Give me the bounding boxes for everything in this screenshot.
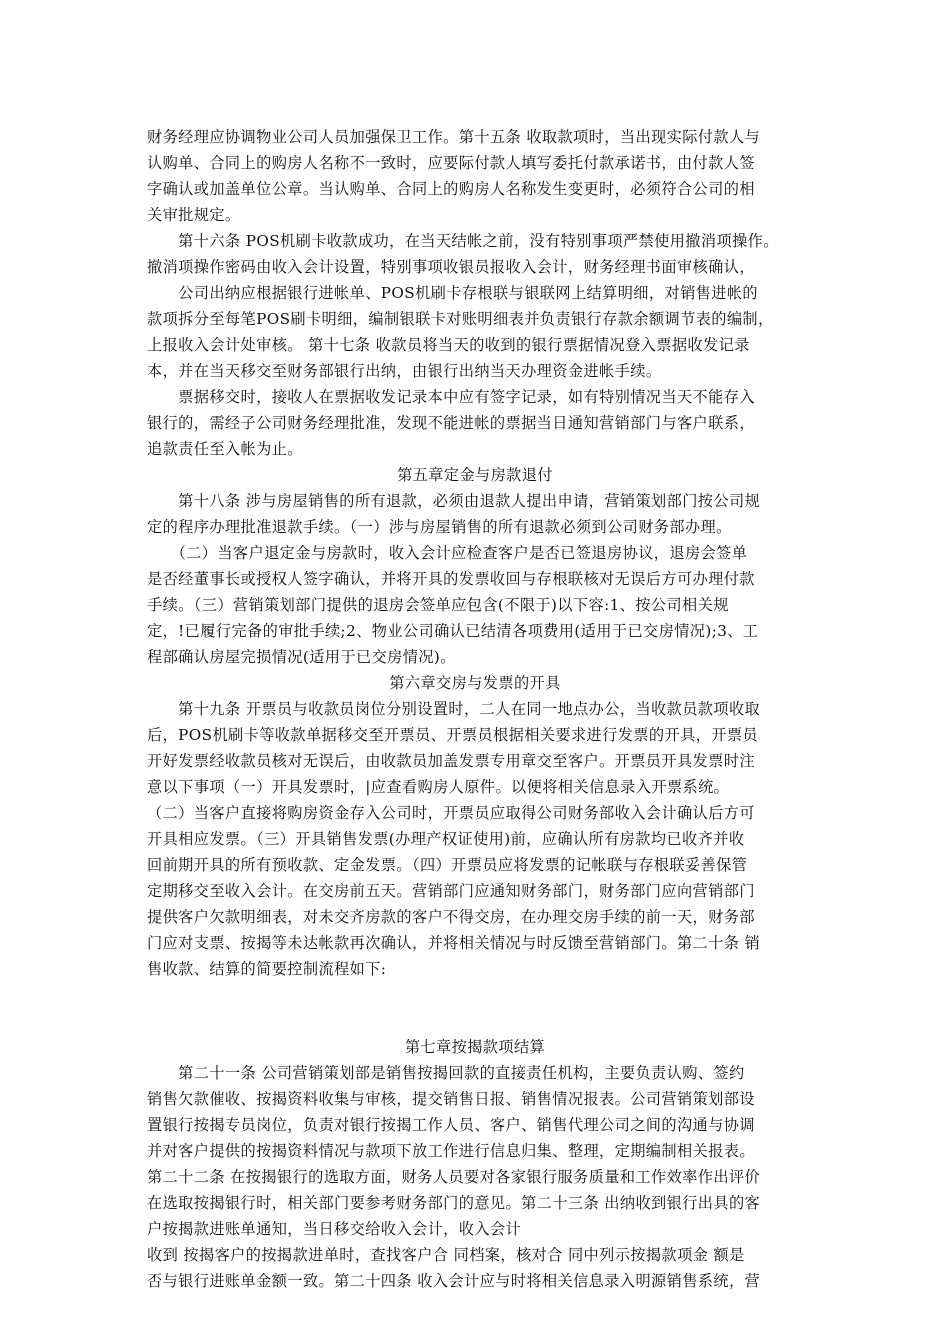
text-line: 户按揭款进账单通知，当日移交给收入会计，收入会计 — [147, 1220, 522, 1238]
text-line: 在选取按揭银行时，相关部门要参考财务部门的意见。第二十三条 出纳收到银行出具的客 — [147, 1194, 761, 1212]
text-line: （二）当客户直接将购房资金存入公司时，开票员应取得公司财务部收入会计确认后方可 — [147, 804, 755, 822]
text-line: 并对客户提供的按揭资料情况与款项下放工作进行信息归集、整理，定期编制相关报表。 — [147, 1142, 755, 1160]
text-line: 第十八条 涉与房屋销售的所有退款，必须由退款人提出申请，营销策划部门按公司规 — [147, 492, 761, 510]
text-line: 定，!已履行完备的审批手续;2、物业公司确认已结清各项费用(适用于已交房情况);3、工 — [147, 622, 759, 640]
text-line: 第十九条 开票员与收款员岗位分别设置时，二人在同一地点办公，当收款员款项收取 — [147, 700, 761, 718]
text-line: 本，并在当天移交至财务部银行出纳，由银行出纳当天办理资金进帐手续。 — [147, 362, 662, 380]
chapter-heading: 第五章定金与房款退付 — [397, 466, 553, 484]
text-line: 第二十二条 在按揭银行的选取方面，财务人员要对各家银行服务质量和工作效率作出评价 — [147, 1168, 761, 1186]
text-line: 收到 按揭客户的按揭款进单时，查找客户合 同档案，核对合 同中列示按揭款项金 额是 — [147, 1246, 745, 1264]
text-line: 销售欠款催收、按揭资料收集与审核，提交销售日报、销售情况报表。公司营销策划部设 — [147, 1090, 755, 1108]
text-line: 否与银行进账单金额一致。第二十四条 收入会计应与时将相关信息录入明源销售系统，营 — [147, 1272, 761, 1290]
chapter-heading: 第六章交房与发票的开具 — [389, 674, 561, 692]
text-line: （二）当客户退定金与房款时，收入会计应检查客户是否已签退房协议，退房会签单 — [147, 544, 748, 562]
text-line: 关审批规定。 — [147, 206, 241, 224]
text-line: 开好发票经收款员核对无误后，由收款员加盖发票专用章交至客户。开票员开具发票时注 — [147, 752, 755, 770]
text-line: 置银行按揭专员岗位，负责对银行按揭工作人员、客户、销售代理公司之间的沟通与协调 — [147, 1116, 755, 1134]
text-line: 票据移交时，接收人在票据收发记录本中应有签字记录，如有特别情况当天不能存入 — [147, 388, 755, 406]
chapter-heading: 第七章按揭款项结算 — [404, 1038, 546, 1056]
text-line: 提供客户欠款明细表，对未交齐房款的客户不得交房，在办理交房手续的前一天，财务部 — [147, 908, 755, 926]
text-line: 回前期开具的所有预收款、定金发票。（四）开票员应将发票的记帐联与存根联妥善保管 — [147, 856, 748, 874]
text-line: 字确认或加盖单位公章。当认购单、合同上的购房人名称发生变更时，必须符合公司的相 — [147, 180, 755, 198]
text-line: 开具相应发票。（三）开具销售发票(办理产权证使用)前，应确认所有房款均已收齐并收 — [147, 830, 745, 848]
text-line: 财务经理应协调物业公司人员加强保卫工作。第十五条 收取款项时，当出现实际付款人与 — [147, 128, 761, 146]
text-line: 后，POS机刷卡等收款单据移交至开票员、开票员根据相关要求进行发票的开具，开票员 — [147, 726, 759, 744]
text-line: 第十六条 POS机刷卡收款成功，在当天结帐之前，没有特别事项严禁使用撤消项操作。 — [147, 232, 779, 250]
text-line: 程部确认房屋完损情况(适用于已交房情况)。 — [147, 648, 456, 666]
text-line: 上报收入会计处审核。 第十七条 收款员将当天的收到的银行票据情况登入票据收发记录 — [147, 336, 750, 354]
text-line: 银行的，需经子公司财务经理批准，发现不能进帐的票据当日通知营销部门与客户联系， — [147, 414, 755, 432]
text-line: 售收款、结算的简要控制流程如下: — [147, 960, 387, 978]
text-line: 款项拆分至每笔POS刷卡明细，编制银联卡对账明细表并负责银行存款余额调节表的编制， — [147, 310, 774, 328]
text-line: 认购单、合同上的购房人名称不一致时，应要际付款人填写委托付款承诺书，由付款人签 — [147, 154, 755, 172]
text-line: 第二十一条 公司营销策划部是销售按揭回款的直接责任机构，主要负责认购、签约 — [147, 1064, 745, 1082]
text-line: 定的程序办理批准退款手续。（一）涉与房屋销售的所有退款必须到公司财务部办理。 — [147, 518, 732, 536]
text-line: 门应对支票、按揭等未达帐款再次确认，并将相关情况与时反馈至营销部门。第二十条 销 — [147, 934, 761, 952]
text-line: 公司出纳应根据银行进帐单、POS机刷卡存根联与银联网上结算明细，对销售进帐的 — [147, 284, 759, 302]
text-line: 手续。（三）营销策划部门提供的退房会签单应包含(不限于)以下容:1、按公司相关规 — [147, 596, 729, 614]
text-line: 撤消项操作密码由收入会计设置，特别事项收银员报收入会计，财务经理书面审核确认， — [147, 258, 755, 276]
text-line: 意以下事项（一）开具发票时，|应查看购房人原件。以便将相关信息录入开票系统。 — [147, 778, 730, 796]
text-line: 定期移交至收入会计。在交房前五天。营销部门应通知财务部门，财务部门应向营销部门 — [147, 882, 755, 900]
text-line: 追款责任至入帐为止。 — [147, 440, 303, 458]
text-line: 是否经董事长或授权人签字确认，并将开具的发票收回与存根联核对无误后方可办理付款 — [147, 570, 755, 588]
